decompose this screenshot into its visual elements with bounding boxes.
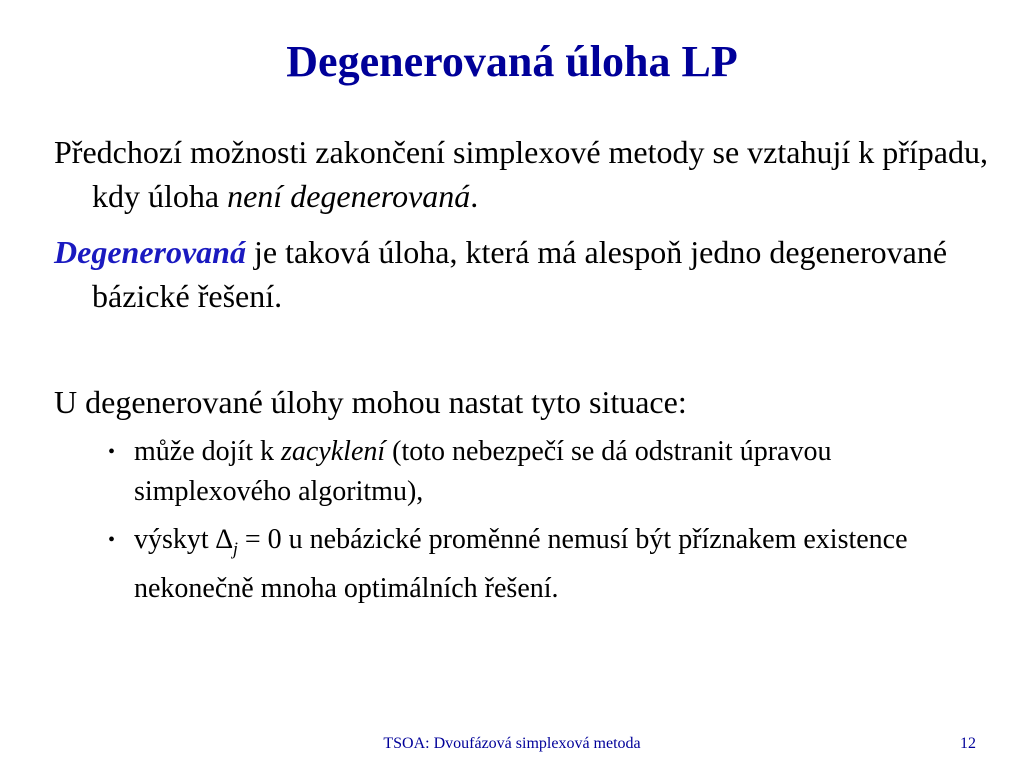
bullet-italic: zacyklení — [280, 436, 386, 467]
paragraph-intro-italic: není degenerovaná — [227, 178, 471, 214]
paragraph-intro-end: . — [470, 178, 479, 214]
list-item — [108, 432, 948, 512]
definition-term: Degenerovaná — [54, 234, 246, 270]
bullet-icon: • — [108, 441, 116, 463]
footer-title: TSOA: Dvoufázová simplexová metoda — [383, 735, 641, 752]
paragraph-intro-text: Předchozí možnosti zakončení simplexové metody se vztahují k případu, kdy úloha — [54, 134, 988, 214]
bullet-icon: • — [108, 529, 116, 551]
paragraph-intro — [54, 130, 992, 218]
paragraph-situations: U degenerované úlohy mohou nastat tyto situace: — [54, 384, 687, 420]
list-item — [108, 520, 948, 609]
bullet-text: výskyt ∆ — [134, 524, 233, 555]
bullet-text: může dojít k — [134, 436, 281, 467]
situation-list — [108, 432, 948, 617]
paragraph-definition — [54, 230, 992, 318]
page-number: 12 — [960, 735, 976, 752]
definition-text: je taková úloha, která má alespoň jedno degenerované bázické řešení. — [92, 234, 948, 314]
slide-title: Degenerovaná úloha LP — [286, 37, 738, 86]
bullet-subscript: j — [232, 538, 238, 559]
bullet-text-end: = 0 u nebázické proměnné nemusí být příznakem existence nekonečně mnoha optimálních řešení. — [134, 524, 908, 604]
bullet-text-end: (toto nebezpečí se dá odstranit úpravou simplexového algoritmu), — [134, 436, 832, 507]
